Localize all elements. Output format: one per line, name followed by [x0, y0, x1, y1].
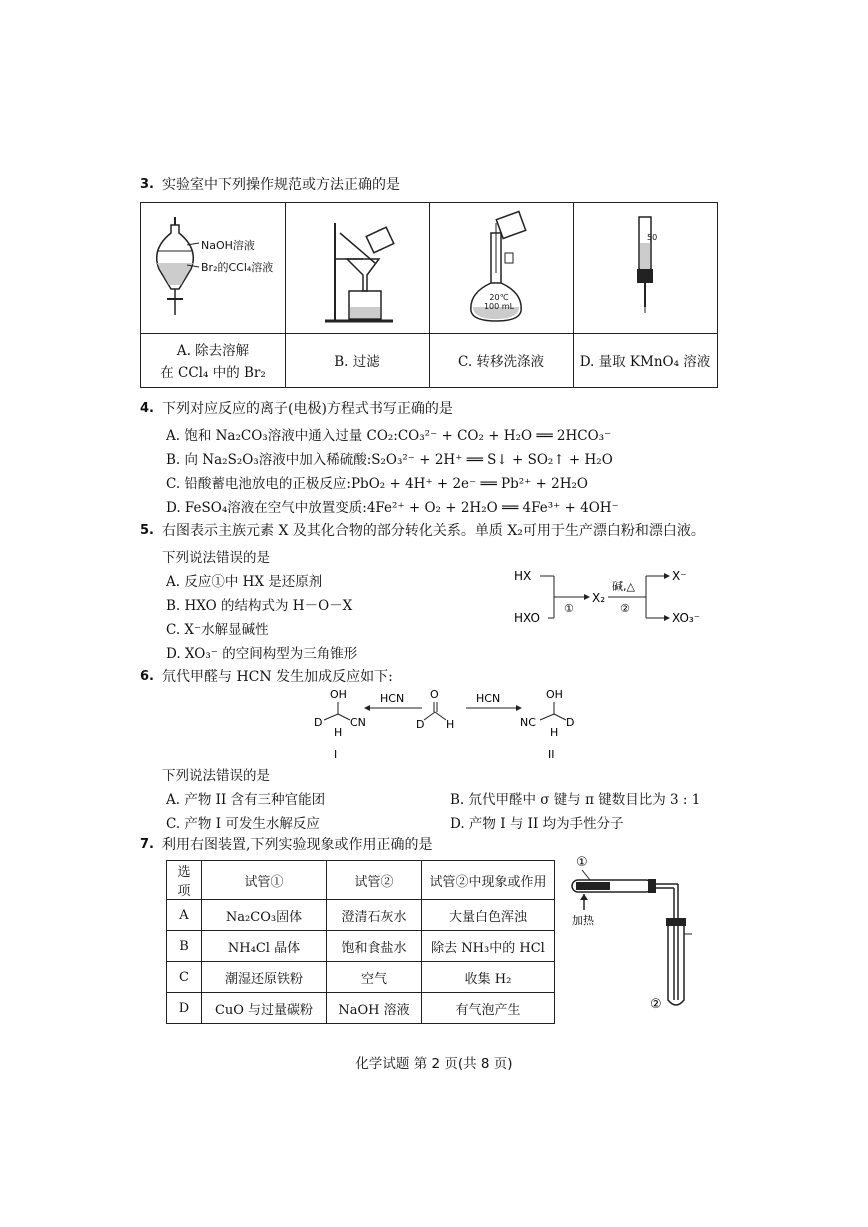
svg-text:D: D	[416, 718, 425, 731]
burette-figure	[573, 203, 717, 333]
q6-option-d: D. 产物 I 与 II 均为手性分子	[450, 816, 624, 832]
table-cell: 空气	[327, 962, 422, 993]
option-c-caption: C. 转移洗涤液	[458, 354, 544, 370]
table-row	[167, 900, 555, 931]
svg-text:OH: OH	[330, 688, 347, 701]
q6-prompt: 下列说法错误的是	[162, 768, 270, 784]
br2-label: Br₂的CCl₄溶液	[201, 261, 274, 274]
table-cell: 有气泡产生	[422, 993, 555, 1024]
q5-option-a: A. 反应①中 HX 是还原剂	[166, 574, 323, 590]
q5-option-d: D. XO₃⁻ 的空间构型为三角锥形	[166, 646, 358, 662]
x2-label: X₂	[592, 591, 606, 605]
q4-option-a: A. 饱和 Na₂CO₃溶液中通入过量 CO₂:CO₃²⁻ + CO₂ + H₂O ══ 2HCO₃⁻	[166, 428, 612, 444]
table-row	[167, 962, 555, 993]
svg-text:OH: OH	[546, 688, 563, 701]
table-cell: 收集 H₂	[422, 962, 555, 993]
apparatus-figure	[560, 850, 700, 1020]
table-cell: D	[167, 993, 202, 1024]
header-cell: 选项	[167, 861, 202, 900]
conversion-diagram	[508, 560, 708, 640]
question-number: 3.	[140, 177, 154, 192]
table-cell: 大量白色浑浊	[422, 900, 555, 931]
option-d-caption: D. 量取 KMnO₄ 溶液	[579, 354, 711, 370]
question-text: 利用右图装置,下列实验现象或作用正确的是	[162, 837, 433, 853]
q6-option-a: A. 产物 II 含有三种官能团	[166, 792, 326, 808]
question-text: 下列对应反应的离子(电极)方程式书写正确的是	[162, 401, 453, 417]
svg-text:CN: CN	[350, 716, 366, 729]
header-cell: 试管②	[327, 861, 422, 900]
volumetric-flask-figure	[429, 203, 573, 333]
reagent-label-left: HCN	[380, 692, 405, 705]
table-cell: 饱和食盐水	[327, 931, 422, 962]
question-text: 右图表示主族元素 X 及其化合物的部分转化关系。单质 X₂可用于生产漂白粉和漂白液。	[162, 523, 705, 539]
question-text: 氘代甲醛与 HCN 发生加成反应如下:	[162, 669, 393, 685]
tube2-label: ②	[650, 997, 662, 1012]
table-cell: 澄清石灰水	[327, 900, 422, 931]
q7-table	[166, 860, 555, 1024]
svg-text:D: D	[314, 716, 323, 729]
table-row	[167, 931, 555, 962]
question-number: 4.	[140, 401, 154, 416]
header-cell: 试管②中现象或作用	[422, 861, 555, 900]
reaction-scheme	[300, 684, 600, 764]
burette-label: 50	[647, 233, 658, 242]
svg-text:H: H	[550, 726, 559, 739]
table-cell: C	[167, 962, 202, 993]
cond-label: 碱,△	[612, 580, 635, 593]
q4-option-d: D. FeSO₄溶液在空气中放置变质:4Fe²⁺ + O₂ + 2H₂O ══ 4Fe³⁺ + 4OH⁻	[166, 500, 619, 516]
svg-text:D: D	[566, 716, 575, 729]
filtration-figure	[285, 203, 429, 333]
xm-label: X⁻	[672, 569, 687, 583]
hxo-label: HXO	[514, 611, 540, 625]
q6-option-c: C. 产物 I 可发生水解反应	[166, 816, 320, 832]
table-cell: CuO 与过量碳粉	[202, 993, 327, 1024]
table-row	[167, 993, 555, 1024]
table-cell: NH₄Cl 晶体	[202, 931, 327, 962]
product-i-label: I	[334, 748, 338, 761]
reagent-label-right: HCN	[476, 692, 501, 705]
svg-text:H: H	[334, 726, 343, 739]
q4-option-c: C. 铅酸蓄电池放电的正极反应:PbO₂ + 4H⁺ + 2e⁻ ══ Pb²⁺ + 2H₂O	[166, 476, 588, 492]
xo3-label: XO₃⁻	[672, 611, 701, 625]
q5-option-c: C. X⁻水解显碱性	[166, 622, 269, 638]
table-cell: A	[167, 900, 202, 931]
flask-label: 20℃ 100 mL	[483, 293, 515, 311]
header-cell: 试管①	[202, 861, 327, 900]
table-header-row	[167, 861, 555, 900]
table-cell: Na₂CO₃固体	[202, 900, 327, 931]
svg-text:H: H	[446, 718, 455, 731]
product-ii-label: II	[548, 748, 555, 761]
option-a-caption: A. 除去溶解 在 CCl₄ 中的 Br₂	[160, 343, 266, 381]
step2-label: ②	[620, 602, 630, 615]
q6-option-b: B. 氘代甲醛中 σ 键与 π 键数目比为 3 : 1	[450, 792, 701, 808]
q5-option-b: B. HXO 的结构式为 H－O－X	[166, 598, 353, 614]
page-footer: 化学试题 第 2 页(共 8 页)	[355, 1056, 513, 1072]
table-cell: B	[167, 931, 202, 962]
question-number: 6.	[140, 669, 154, 684]
tube1-label: ①	[576, 855, 588, 870]
question-number: 7.	[140, 837, 154, 852]
hx-label: HX	[514, 569, 532, 583]
step1-label: ①	[564, 602, 574, 615]
question-number: 5.	[140, 523, 154, 538]
heat-label: 加热	[572, 914, 594, 927]
option-b-caption: B. 过滤	[334, 354, 380, 370]
naoh-label: NaOH溶液	[201, 239, 255, 252]
q3-figure-table	[140, 202, 718, 388]
table-cell: 除去 NH₃中的 HCl	[422, 931, 555, 962]
question-text: 实验室中下列操作规范或方法正确的是	[162, 177, 400, 193]
table-cell: 潮湿还原铁粉	[202, 962, 327, 993]
q4-option-b: B. 向 Na₂S₂O₃溶液中加入稀硫酸:S₂O₃²⁻ + 2H⁺ ══ S↓ + SO₂↑ + H₂O	[166, 452, 613, 468]
table-cell: NaOH 溶液	[327, 993, 422, 1024]
svg-text:O: O	[430, 688, 439, 701]
svg-text:NC: NC	[520, 716, 536, 729]
q5-prompt: 下列说法错误的是	[162, 550, 270, 566]
